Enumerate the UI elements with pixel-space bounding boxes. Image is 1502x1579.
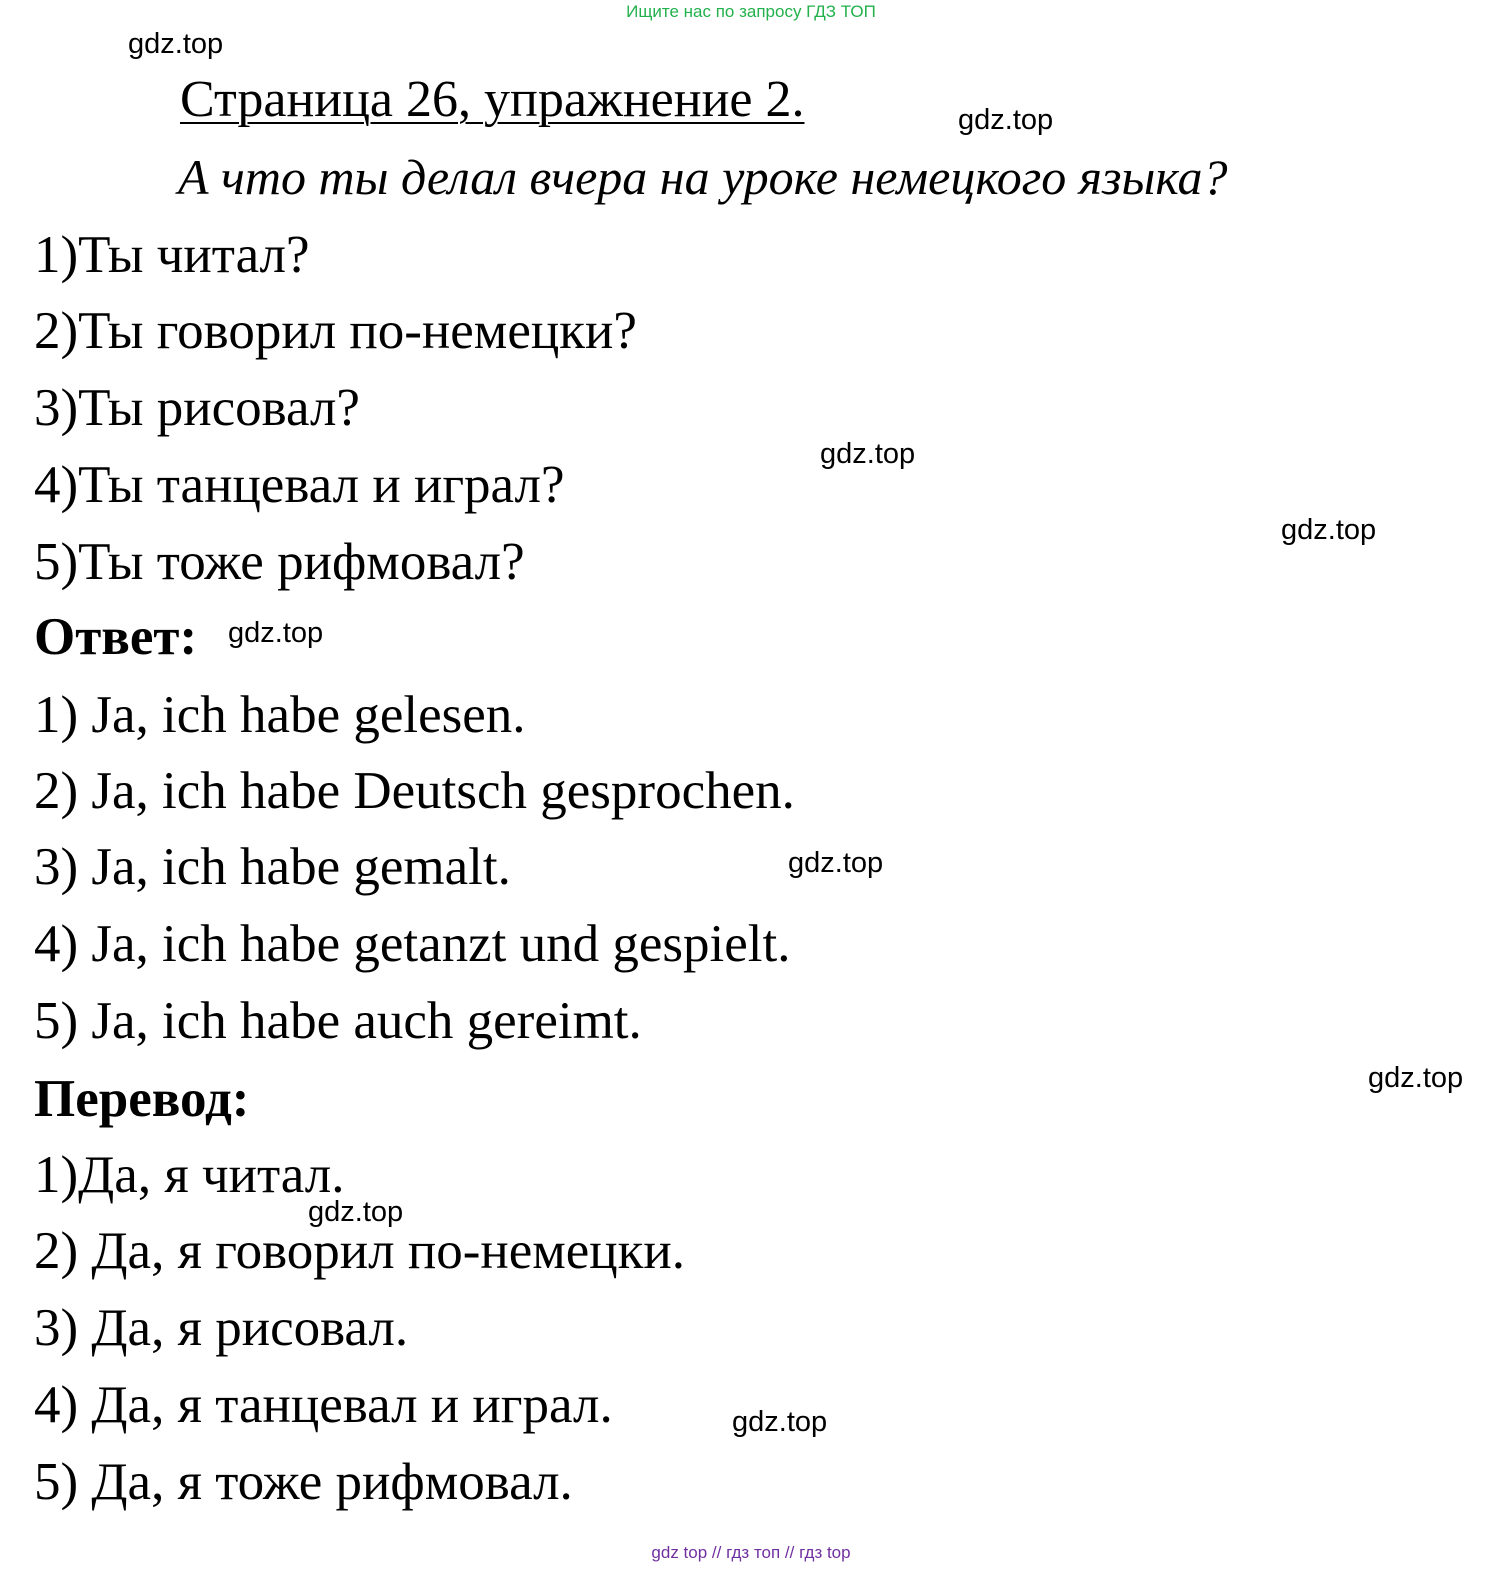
watermark: gdz.top — [820, 438, 916, 470]
exercise-question: А что ты делал вчера на уроке немецкого языка? — [178, 149, 1228, 205]
translation-heading: Перевод: — [34, 1070, 250, 1128]
watermark: gdz.top — [788, 847, 884, 879]
watermark: gdz.top — [958, 104, 1054, 136]
question-item: 1)Ты читал? — [34, 226, 310, 284]
watermark: gdz.top — [732, 1406, 828, 1438]
top-banner: Ищите нас по запросу ГДЗ ТОП — [626, 2, 876, 21]
question-item: 3)Ты рисовал? — [34, 379, 360, 437]
answer-item: 5) Ja, ich habe auch gereimt. — [34, 992, 642, 1050]
answer-item: 2) Ja, ich habe Deutsch gesprochen. — [34, 762, 795, 820]
footer-links: gdz top // гдз топ // гдз top — [651, 1543, 851, 1562]
answer-item: 3) Ja, ich habe gemalt. — [34, 838, 511, 896]
answer-item: 4) Ja, ich habe getanzt und gespielt. — [34, 915, 791, 973]
question-item: 5)Ты тоже рифмовал? — [34, 533, 525, 591]
translation-item: 5) Да, я тоже рифмовал. — [34, 1453, 573, 1511]
watermark: gdz.top — [308, 1196, 404, 1228]
watermark: gdz.top — [1368, 1062, 1464, 1094]
translation-item: 4) Да, я танцевал и играл. — [34, 1376, 613, 1434]
watermark: gdz.top — [1281, 514, 1377, 546]
watermark: gdz.top — [128, 28, 224, 60]
answer-heading: Ответ: — [34, 608, 198, 666]
translation-item: 1)Да, я читал. — [34, 1146, 345, 1204]
page-title: Страница 26, упражнение 2. — [180, 71, 805, 128]
question-item: 4)Ты танцевал и играл? — [34, 456, 565, 514]
translation-item: 2) Да, я говорил по-немецки. — [34, 1222, 686, 1280]
watermark: gdz.top — [228, 617, 324, 649]
question-item: 2)Ты говорил по-немецки? — [34, 302, 637, 360]
answer-item: 1) Ja, ich habe gelesen. — [34, 686, 526, 744]
translation-item: 3) Да, я рисовал. — [34, 1299, 409, 1357]
